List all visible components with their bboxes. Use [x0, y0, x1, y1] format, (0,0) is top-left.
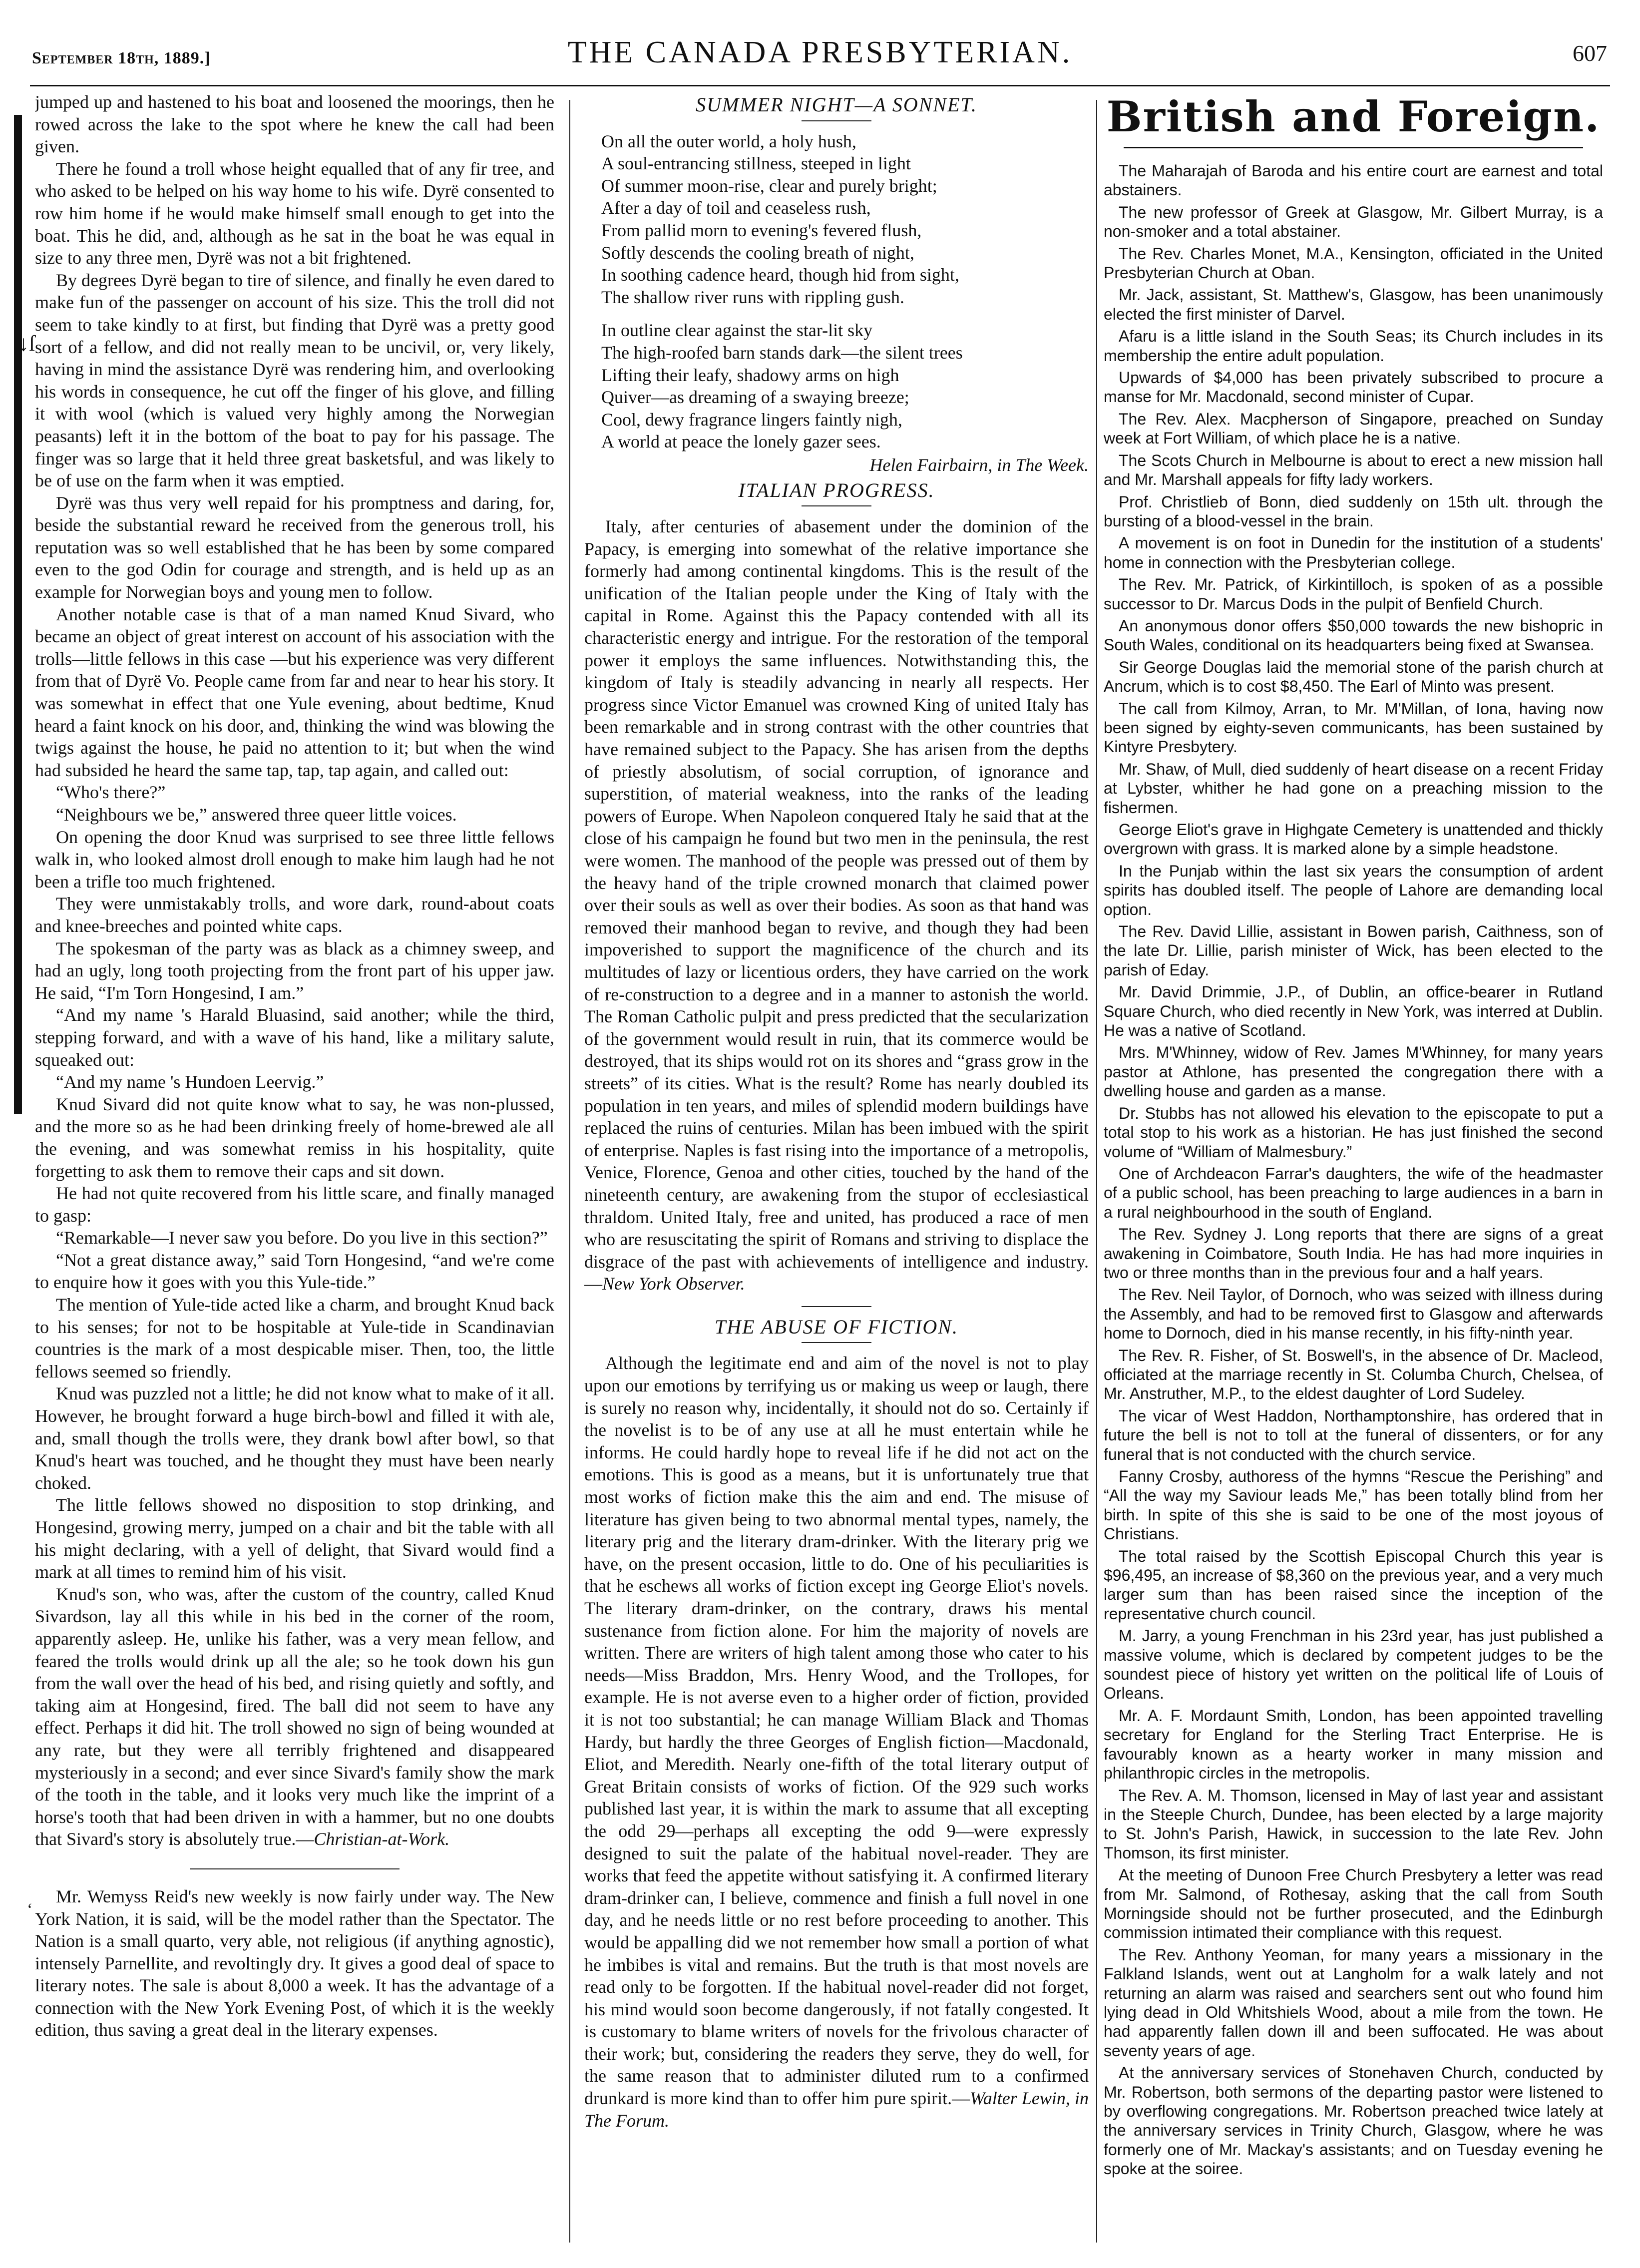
- poem-line: Of summer moon-rise, clear and purely bright;: [601, 175, 937, 196]
- title-rule: [1124, 147, 1583, 148]
- margin-mark: ‘: [27, 1900, 33, 1919]
- news-item: The Rev. A. M. Thomson, licensed in May of last year and assistant in the Steeple Church, Dundee, has been elected by a large majority to St. John's Parish, Hawick, in succession to the late Rev. John Thomson, its first minister.: [1104, 1786, 1603, 1862]
- poem-line: Softly descends the cooling breath of night,: [601, 242, 914, 263]
- news-item: Dr. Stubbs has not allowed his elevation to the episcopate to put a total stop to his work as a historian. He has just finished the second volume of “William of Malmesbury.”: [1104, 1104, 1603, 1161]
- article-paragraph: He had not quite recovered from his little scare, and finally managed to gasp:: [35, 1183, 554, 1226]
- column-divider: [1096, 100, 1097, 2243]
- article-paragraph: “Who's there?”: [56, 782, 166, 803]
- italian-article: [584, 515, 1089, 1295]
- news-item: The Rev. Alex. Macpherson of Singapore, preached on Sunday week at Fort William, of which place he is a native.: [1104, 410, 1603, 448]
- article-paragraph: On opening the door Knud was surprised to see three little fellows walk in, who looked almost droll enough to make him laugh had he not been a trifle too much frightened.: [35, 827, 554, 892]
- news-item: One of Archdeacon Farrar's daughters, the wife of the headmaster of a public school, has been preaching to large audiences in a barn in a rural neighbourhood in the south of England.: [1104, 1164, 1603, 1221]
- news-item: The call from Kilmoy, Arran, to Mr. M'Millan, of Iona, having now been signed by eighty-seven communicants, has been sustained by Kintyre Presbytery.: [1104, 699, 1603, 756]
- article-paragraph: Another notable case is that of a man named Knud Sivard, who became an object of great interest on account of his association with the trolls—little fellows in this case —but his experience was very different from that of Dyrë Vo. People came from far and near to hear his story. It was somewhat in effect that one Yule evening, about bedtime, Knud heard a faint knock on his door, and, thinking the wind was blowing the twigs against the house, he paid no attention to it; but when the wind had subsided he heard the same tap, tap, tap again, and called out:: [35, 604, 554, 780]
- news-item: An anonymous donor offers $50,000 towards the new bishopric in South Wales, conditional on its headquarters being fixed at Swansea.: [1104, 616, 1603, 654]
- news-item: The Rev. Charles Monet, M.A., Kensington, officiated in the United Presbyterian Church at Oban.: [1104, 244, 1603, 282]
- title-rule: [802, 120, 871, 121]
- margin-mark: ↓ſ: [18, 331, 35, 356]
- italian-text: Italy, after centuries of abasement under the dominion of the Papacy, is emerging into somewhat of the relative importance she formerly had among continental kingdoms. This is the result of the unification of the Italian people under the King of Italy with the capital in Rome. Against this the Papacy contended with all its characteristic energy and intrigue. For the restoration of the temporal power it employs the same influences. Notwithstanding this, the kingdom of Italy is steadily advancing in nearly all respects. Her progress since Victor Emanuel was crowned King of united Italy has been remarkable and in strong contrast with the other countries that have remained subject to the Papacy. She has arisen from the depths of priestly absolutism, of social corruption, of ignorance and superstition, of material weakness, into the ranks of the leading powers of Europe. When Napoleon conquered Italy he said that at the close of his campaign he found but two men in the peninsula, the rest were women. The manhood of the people was pressed out of them by the heavy hand of the triple crowned monarch that claimed power over their souls as well as over their bodies. As soon as that hand was removed their manhood began to revive, and though they had been impoverished to support the magnificence of the church and its multitudes of lazy or licentious orders, they have carried on the work of re-construction to a degree and in a manner to astonish the world. The Roman Catholic pulpit and press predicted that the secularization of the government would result in ruin, that its commerce would be destroyed, that its ships would rot on its shores and “grass grow in the streets” of its cities. What is the result? Rome has nearly doubled its population in ten years, and miles of splendid modern buildings have replaced the ruins of centuries. Milan has been imbued with the spirit of enterprise. Naples is fast rising into the importance of a metropolis, Venice, Florence, Genoa and other cities, touched by the hand of the nineteenth century, are awakening from the stupor of ecclesiastical thraldom. United Italy, free and united, has produced a race of men who are resuscitating the spirit of Romans and striving to displace the disgrace of the past with achievements of intelligence and industry. —: [584, 516, 1089, 1294]
- news-item: Upwards of $4,000 has been privately subscribed to procure a manse for Mr. Macdonald, second minister of Cupar.: [1104, 369, 1603, 406]
- newspaper-title: THE CANADA PRESBYTERIAN.: [567, 35, 1073, 69]
- column-3: [1104, 91, 1603, 2249]
- article-paragraph: “Not a great distance away,” said Torn Hongesind, “and we're come to enquire how it goes with you this Yule-tide.”: [35, 1250, 554, 1293]
- news-item: At the meeting of Dunoon Free Church Presbytery a letter was read from Mr. Salmond, of Rothesay, asking that the call from South Morningside should not be further prosecuted, and the Edinburgh commission intimated their compliance with this request.: [1104, 1866, 1603, 1942]
- news-item: The Scots Church in Melbourne is about to erect a new mission hall and Mr. Marshall appeals for fifty lady workers.: [1104, 451, 1603, 489]
- news-item: Fanny Crosby, authoress of the hymns “Rescue the Perishing” and “All the way my Saviour leads Me,” has been totally blind from her birth. In spite of this she is said to be one of the most joyous of Christians.: [1104, 1467, 1603, 1543]
- news-item: The total raised by the Scottish Episcopal Church this year is $96,495, an increase of $8,360 on the previous year, and a very much larger sum than has been raised since the inception of the representative church council.: [1104, 1547, 1603, 1623]
- section-rule: [802, 1306, 871, 1307]
- news-item: George Eliot's grave in Highgate Cemetery is unattended and thickly overgrown with grass. It is marked alone by a simple headstone.: [1104, 821, 1603, 858]
- sonnet-title: SUMMER NIGHT—A SONNET.: [696, 93, 977, 116]
- news-item: Mr. Shaw, of Mull, died suddenly of heart disease on a recent Friday at Lybster, whither he had gone on a preaching mission to the fishermen.: [1104, 760, 1603, 817]
- news-item: The Rev. Mr. Patrick, of Kirkintilloch, is spoken of as a possible successor to Dr. Marcus Dods in the pulpit of Benfield Church.: [1104, 575, 1603, 613]
- stanza-gap: [601, 308, 1089, 319]
- news-item: A movement is on foot in Dunedin for the institution of a students' home in connection with the Presbyterian college.: [1104, 534, 1603, 571]
- news-item: The Rev. R. Fisher, of St. Boswell's, in the absence of Dr. Macleod, officiated at the marriage recently in St. Columba Church, Chelsea, of Mr. Anstruther, M.P., to the eldest daughter of Lord Sudeley.: [1104, 1346, 1603, 1403]
- article-paragraph: Knud was puzzled not a little; he did not know what to make of it all. However, he brought forward a huge birch-bowl and filled it with ale, and, small though the trolls were, they drank bowl after bowl, so that Knud's heart was touched, and he thought they must have been nearly choked.: [35, 1383, 554, 1493]
- column-divider: [569, 100, 570, 2243]
- poem-line: The high-roofed barn stands dark—the silent trees: [601, 342, 963, 363]
- sonnet-credit: Helen Fairbairn, in The Week.: [869, 454, 1089, 475]
- news-items: [1104, 161, 1603, 2179]
- article-paragraph: Knud Sivard did not quite know what to say, he was non-plussed, and the more so as he had been drinking freely of home-brewed ale all the evening, and was somewhat remiss in his hospitality, quite forgetting to ask them to remove their caps and sit down.: [35, 1094, 554, 1181]
- news-item: The vicar of West Haddon, Northamptonshire, has ordered that in future the bell is not to toll at the funeral of dissenters, or for any funeral that is not conducted with the church service.: [1104, 1406, 1603, 1463]
- article-paragraph: Dyrë was thus very well repaid for his promptness and daring, for, beside the substantial reward he received from the generous troll, his reputation was so well established that he has been by some compared even to the god Odin for courage and strength, and is held up as an example for Norwegian boys and young men to follow.: [35, 492, 554, 602]
- news-item: The Rev. David Lillie, assistant in Bowen parish, Caithness, son of the late Dr. Lillie, parish minister of Wick, has been elected to the parish of Eday.: [1104, 922, 1603, 979]
- news-item: Sir George Douglas laid the memorial stone of the parish church at Ancrum, which is to cost $8,450. The Earl of Minto was present.: [1104, 658, 1603, 696]
- news-item: Prof. Christlieb of Bonn, died suddenly on 15th ult. through the bursting of a blood-vessel in the brain.: [1104, 492, 1603, 530]
- masthead-rule: [30, 85, 1610, 86]
- article-paragraph: “And my name 's Harald Bluasind, said another; while the third, stepping forward, and with a wave of his hand, like a military salute, squeaked out:: [35, 1005, 554, 1070]
- article-paragraph: The mention of Yule-tide acted like a charm, and brought Knud back to his senses; for not to be hospitable at Yule-tide in Scandinavian countries is the mark of a most despicable miser. Then, too, the little fellows seemed so friendly.: [35, 1295, 554, 1381]
- poem-line: A soul-entrancing stillness, steeped in light: [601, 153, 911, 174]
- article-paragraph: “Neighbours we be,” answered three queer little voices.: [56, 805, 457, 825]
- poem-line: Lifting their leafy, shadowy arms on high: [601, 365, 899, 385]
- margin-bar: [14, 115, 22, 1114]
- news-item: Mr. David Drimmie, J.P., of Dublin, an office-bearer in Rutland Square Church, who died recently in New York, was interred at Dublin. He was a native of Scotland.: [1104, 983, 1603, 1040]
- article-source: Christian-at-Work.: [314, 1829, 450, 1849]
- news-item: Mr. Jack, assistant, St. Matthew's, Glasgow, has been unanimously elected the first minister of Darvel.: [1104, 286, 1603, 323]
- column-1: [35, 91, 554, 2249]
- news-item: In the Punjab within the last six years the consumption of ardent spirits has doubled itself. The people of Lahore are demanding local option.: [1104, 862, 1603, 918]
- article-paragraph: They were unmistakably trolls, and wore dark, round-about coats and knee-breeches and pointed white caps.: [35, 894, 554, 936]
- article-paragraph: By degrees Dyrë began to tire of silence, and finally he even dared to make fun of the passenger on account of his size. This the troll did not seem to take kindly to at first, but finding that Dyrë was a pretty good sort of a fellow, and did not really mean to be uncivil, or, very likely, having in mind the assistance Dyrë was rendering him, and overlooking his words in consequence, he cut off the finger of his glove, and filling it with wool (which is valued very highly among the Norwegian peasants) left it in the bottom of the boat to pay for his passage. The finger was so large that it held three great basketsful, and was likely to be of use on the farm when it was emptied.: [35, 270, 554, 491]
- title-rule: [802, 505, 871, 506]
- poem-line: In outline clear against the star-lit sky: [601, 320, 873, 341]
- fiction-text: Although the legitimate end and aim of the novel is not to play upon our emotions by terrifying us or making us weep or laugh, there is surely no reason why, incidentally, it should not do so. Certainly if the novelist is to be of any use at all he must entertain while he informs. He could hardly hope to reveal life if he did not act on the emotions. This is good as a means, but it is unfortunately true that most works of fiction make this the aim and end. The misuse of literature has given being to two abnormal mental types, namely, the literary prig and the literary dram-drinker. With the literary prig we have, on the present occasion, little to do. One of his peculiarities is that he eschews all works of fiction except ing George Eliot's novels. The literary dram-drinker, on the contrary, draws his mental sustenance from fiction alone. For him the majority of novels are written. There are writers of high talent among those who cater to his needs—Miss Braddon, Mrs. Henry Wood, and the Trollopes, for example. He is not averse even to a higher order of fiction, provided it is not too substantial; he can manage William Black and Thomas Hardy, but hardly the three Georges of English fiction—Macdonald, Eliot, and Meredith. Nearly one-fifth of the total literary output of Great Britain consists of works of fiction. Of the 929 such works published last year, it is within the mark to assume that all excepting the odd 29—perhaps all excepting the odd 9—were expressly designed to suit the palate of the habitual novel-reader. They are works that feed the appetite without satisfying it. A confirmed literary dram-drinker can, I believe, commence and finish a full novel in one day, and he needs little or no rest before proceeding to another. This would be appalling did we not remember how small a portion of what he imbibes is vital and remains. But the truth is that most novels are read only to be forgotten. If the habitual novel-reader did not forget, his mind would soon become dangerously, if not fatally congested. It is customary to blame writers of novels for the frivolous character of their work; but, considering the readers they serve, they do well, for the same reason that to administer diluted rum to a confirmed drunkard is more kind than to offer him pure spirit.—: [584, 1353, 1089, 2109]
- poem-line: A world at peace the lonely gazer sees.: [601, 432, 881, 452]
- sonnet: [601, 130, 1089, 453]
- news-item: The Maharajah of Baroda and his entire court are earnest and total abstainers.: [1104, 162, 1603, 199]
- italian-credit: New York Observer.: [602, 1274, 745, 1294]
- article-paragraph: “Remarkable—I never saw you before. Do you live in this section?”: [56, 1228, 548, 1248]
- reid-paragraph: Mr. Wemyss Reid's new weekly is now fairly under way. The New York Nation, it is said, will be the model rather than the Spectator. The Nation is a small quarto, very able, not religious (if anything agnostic), intensely Parnellite, and revoltingly dry. It gives a good deal of space to literary notes. The sale is about 8,000 a week. It has the advantage of a connection with the New York Evening Post, of which it is the weekly edition, thus saving a great deal in the literary expenses.: [35, 1886, 554, 2040]
- poem-line: The shallow river runs with rippling gush.: [601, 287, 904, 307]
- poem-line: Cool, dewy fragrance lingers faintly nigh,: [601, 409, 902, 430]
- fiction-credit: Walter Lewin, in The Forum.: [584, 2088, 1089, 2131]
- news-item: At the anniversary services of Stonehaven Church, conducted by Mr. Robertson, both sermons of the departing pastor were listened to by overflowing congregations. Mr. Robertson preached twice lately at the anniversary services in Trinity Church, Glasgow, where he was formerly one of Mr. Mackay's assistants; and on Tuesday evening he spoke at the soiree.: [1104, 2064, 1603, 2178]
- article-paragraph: [35, 1583, 554, 1850]
- article-paragraph: jumped up and hastened to his boat and loosened the moorings, then he rowed across the lake to the spot where he knew the call had been given.: [35, 92, 554, 157]
- italian-title: ITALIAN PROGRESS.: [738, 478, 935, 501]
- article-paragraph: There he found a troll whose height equalled that of any fir tree, and who asked to be helped on his way home to his wife. Dyrë consented to row him home if he would make himself small enough to get into the boat. This he did, and, although as he sat in the boat he was equal in size to any three men, Dyrë was not a bit frightened.: [35, 158, 554, 268]
- fiction-article: [584, 1352, 1089, 2132]
- poem-line: From pallid morn to evening's fevered flush,: [601, 220, 922, 240]
- news-item: M. Jarry, a young Frenchman in his 23rd year, has just published a massive volume, which is declared by competent judges to be the soundest piece of history yet written on the political life of Louis of Orleans.: [1104, 1627, 1603, 1703]
- section-divider: [190, 1868, 400, 1869]
- column-2: [584, 91, 1089, 2249]
- fiction-title: THE ABUSE OF FICTION.: [715, 1315, 958, 1338]
- news-item: Mrs. M'Whinney, widow of Rev. James M'Whinney, for many years pastor at Athlone, has presented the congregation there with a dwelling house and garden as a manse.: [1104, 1043, 1603, 1100]
- masthead: [30, 29, 1610, 84]
- poem-line: Quiver—as dreaming of a swaying breeze;: [601, 387, 909, 408]
- news-item: The Rev. Anthony Yeoman, for many years a missionary in the Falkland Islands, went out at Langholm for a walk lately and not returning an alarm was raised and searchers sent out who found him lying dead in Old Whitshiels Wood, about a mile from the town. He had apparently fallen down ill and been suffocated. He was about seventy years of age.: [1104, 1945, 1603, 2060]
- article-paragraph: The little fellows showed no disposition to stop drinking, and Hongesind, growing merry, jumped on a chair and bit the table with all his might declaring, with a yell of delight, that Sivard would find a mark at all times to remind him of his visit.: [35, 1495, 554, 1582]
- british-foreign-title: British and Foreign.: [1106, 92, 1601, 141]
- article-paragraph-text: Knud's son, who was, after the custom of the country, called Knud Sivardson, lay all this while in his bed in the corner of the room, apparently asleep. He, unlike his father, was a very mean fellow, and feared the trolls would drink up all the ale; so he took down his gun from the wall over the head of his bed, and rising quietly and softly, and taking aim at Hongesind, fired. The ball did not seem to have any effect. Perhaps it did hit. The troll showed no sign of being wounded at any rate, but they were all terribly frightened and disappeared mysteriously in a second; and ever since Sivard's family show the mark of the tooth in the table, and it looks very much like the imprint of a horse's tooth that had been driven in with a hammer, but no one doubts that Sivard's story is absolutely true.—: [35, 1584, 554, 1849]
- issue-date: September 18th, 1889.]: [32, 49, 211, 67]
- news-item: Afaru is a little island in the South Seas; its Church includes in its membership the entire adult population.: [1104, 327, 1603, 365]
- poem-line: After a day of toil and ceaseless rush,: [601, 198, 871, 218]
- poem-line: On all the outer world, a holy hush,: [601, 131, 856, 151]
- news-item: The Rev. Sydney J. Long reports that there are signs of a great awakening in Coimbatore, South India. He has had more inquiries in two or three months than in the previous four and a half years.: [1104, 1225, 1603, 1282]
- news-item: The Rev. Neil Taylor, of Dornoch, who was seized with illness during the Assembly, and had to be removed first to Glasgow and afterwards home to Dornoch, died in his manse recently, in his fifty-ninth year.: [1104, 1286, 1603, 1343]
- article-paragraph: “And my name 's Hundoen Leervig.”: [56, 1072, 324, 1092]
- poem-line: In soothing cadence heard, though hid from sight,: [601, 265, 959, 285]
- news-item: The new professor of Greek at Glasgow, Mr. Gilbert Murray, is a non-smoker and a total abstainer.: [1104, 203, 1603, 241]
- news-item: Mr. A. F. Mordaunt Smith, London, has been appointed travelling secretary for England for the Sterling Tract Enterprise. He is favourably known as a hearty worker in many mission and philanthropic circles in the metropolis.: [1104, 1706, 1603, 1783]
- page-number: 607: [1573, 40, 1607, 66]
- article-paragraph: The spokesman of the party was as black as a chimney sweep, and had an ugly, long tooth projecting from the front part of his upper jaw. He said, “I'm Torn Hongesind, I am.”: [35, 938, 554, 1003]
- title-rule: [802, 1342, 871, 1343]
